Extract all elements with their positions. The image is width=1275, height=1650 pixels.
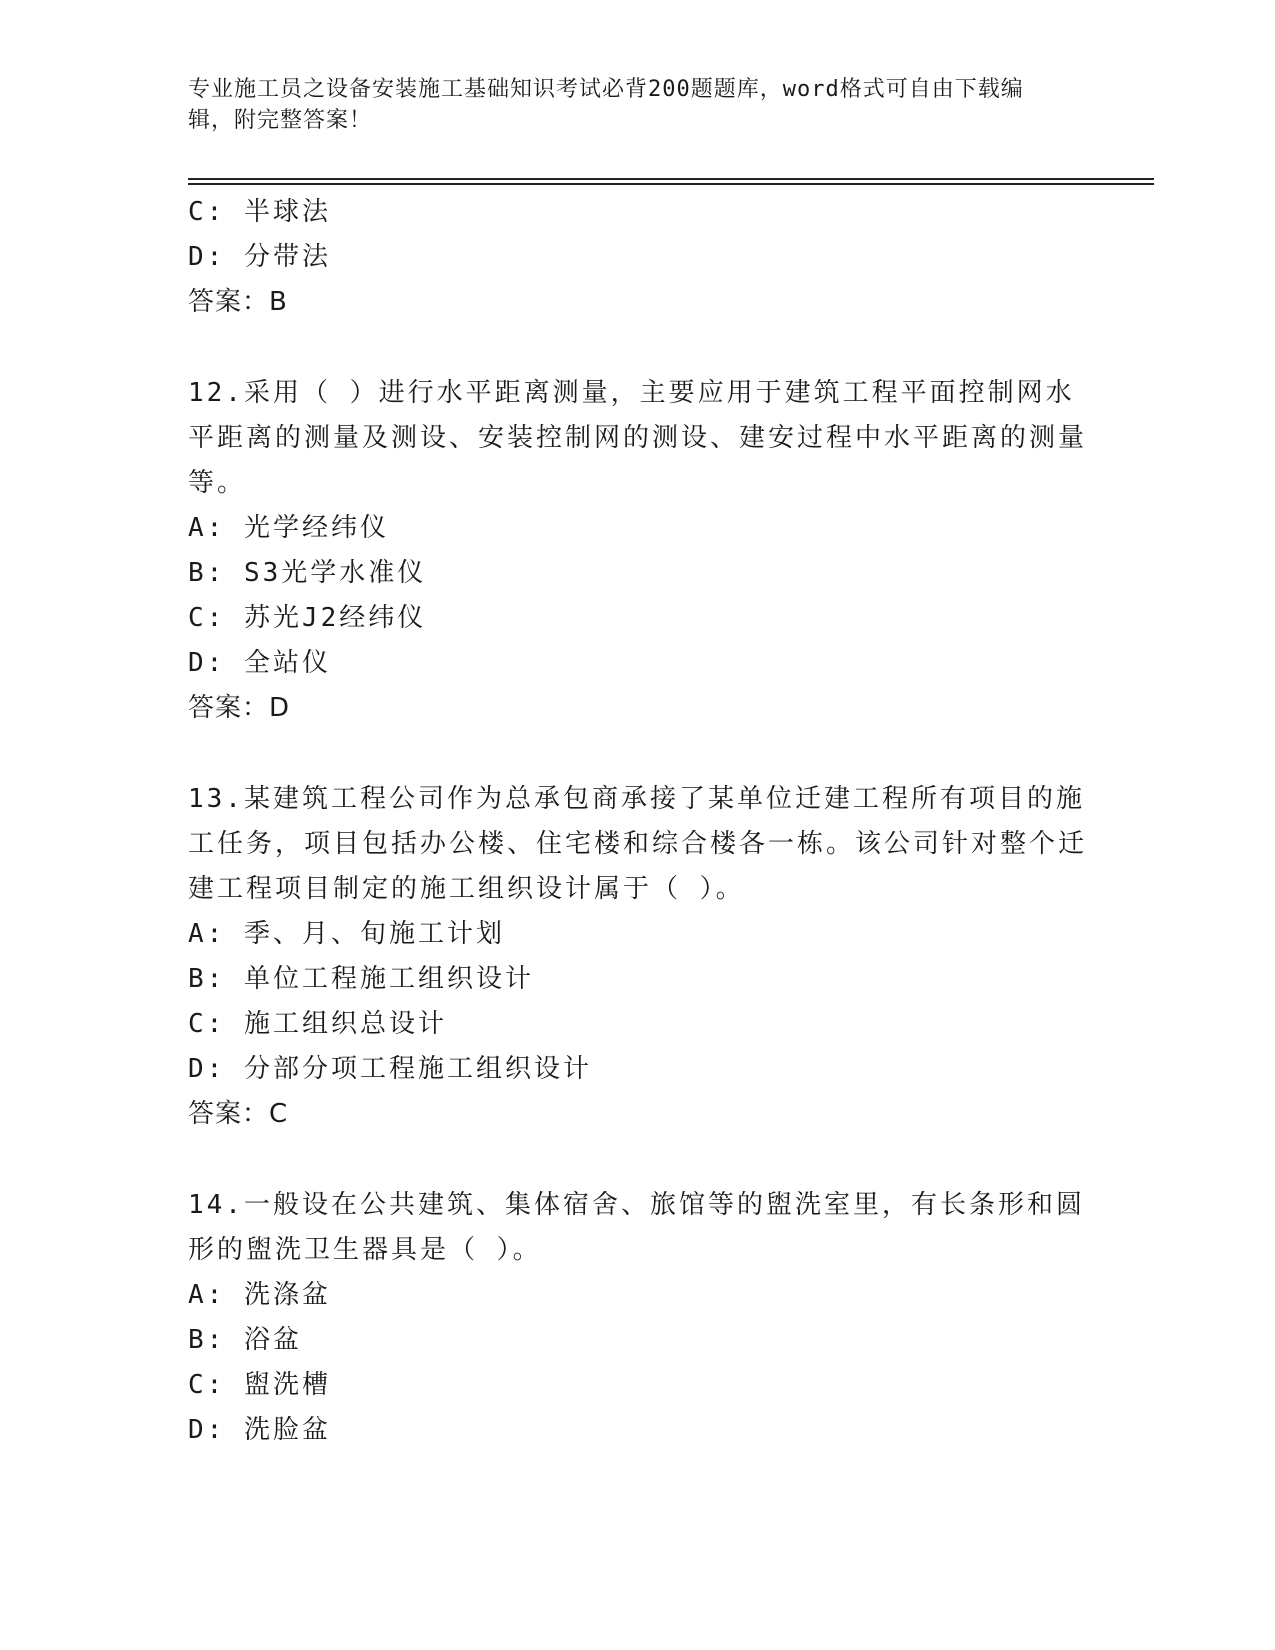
option-b: B: 浴盆 — [188, 1325, 302, 1355]
option-a: A: 洗涤盆 — [188, 1280, 331, 1310]
answer: 答案：D — [188, 693, 291, 723]
header-rule-top — [188, 178, 1154, 180]
header-rule-bottom — [188, 183, 1154, 185]
option-d: D: 分部分项工程施工组织设计 — [188, 1054, 592, 1084]
answer: 答案：C — [188, 1099, 289, 1129]
option-d: D: 洗脸盆 — [188, 1415, 331, 1445]
option-c: C: 盥洗槽 — [188, 1370, 331, 1400]
option-b: B: S3光学水准仪 — [188, 558, 427, 588]
question-13-text: 13.某建筑工程公司作为总承包商承接了某单位迁建工程所有项目的施工任务，项目包括办公楼、住宅楼和综合楼各一栋。该公司针对整个迁建工程项目制定的施工组织设计属于（ ）。 — [188, 784, 1088, 904]
option-c: C: 苏光J2经纬仪 — [188, 603, 427, 633]
option-a: A: 光学经纬仪 — [188, 513, 389, 543]
question-14-text: 14.一般设在公共建筑、集体宿舍、旅馆等的盥洗室里，有长条形和圆形的盥洗卫生器具是（ ）。 — [188, 1190, 1085, 1265]
option-d: D: 全站仪 — [188, 648, 331, 678]
document-body — [188, 190, 1088, 1453]
answer: 答案：B — [188, 287, 288, 317]
header-text: 专业施工员之设备安装施工基础知识考试必背200题题库，word格式可自由下载编辑，附完整答案！ — [188, 77, 1024, 133]
option-b: B: 单位工程施工组织设计 — [188, 964, 534, 994]
option-d: D: 分带法 — [188, 242, 331, 272]
question-12-text: 12.采用（ ）进行水平距离测量，主要应用于建筑工程平面控制网水平距离的测量及测设、安装控制网的测设、建安过程中水平距离的测量等。 — [188, 378, 1088, 498]
option-a: A: 季、月、旬施工计划 — [188, 919, 505, 949]
option-c: C: 半球法 — [188, 197, 331, 227]
option-c: C: 施工组织总设计 — [188, 1009, 447, 1039]
document-header — [188, 74, 1068, 136]
